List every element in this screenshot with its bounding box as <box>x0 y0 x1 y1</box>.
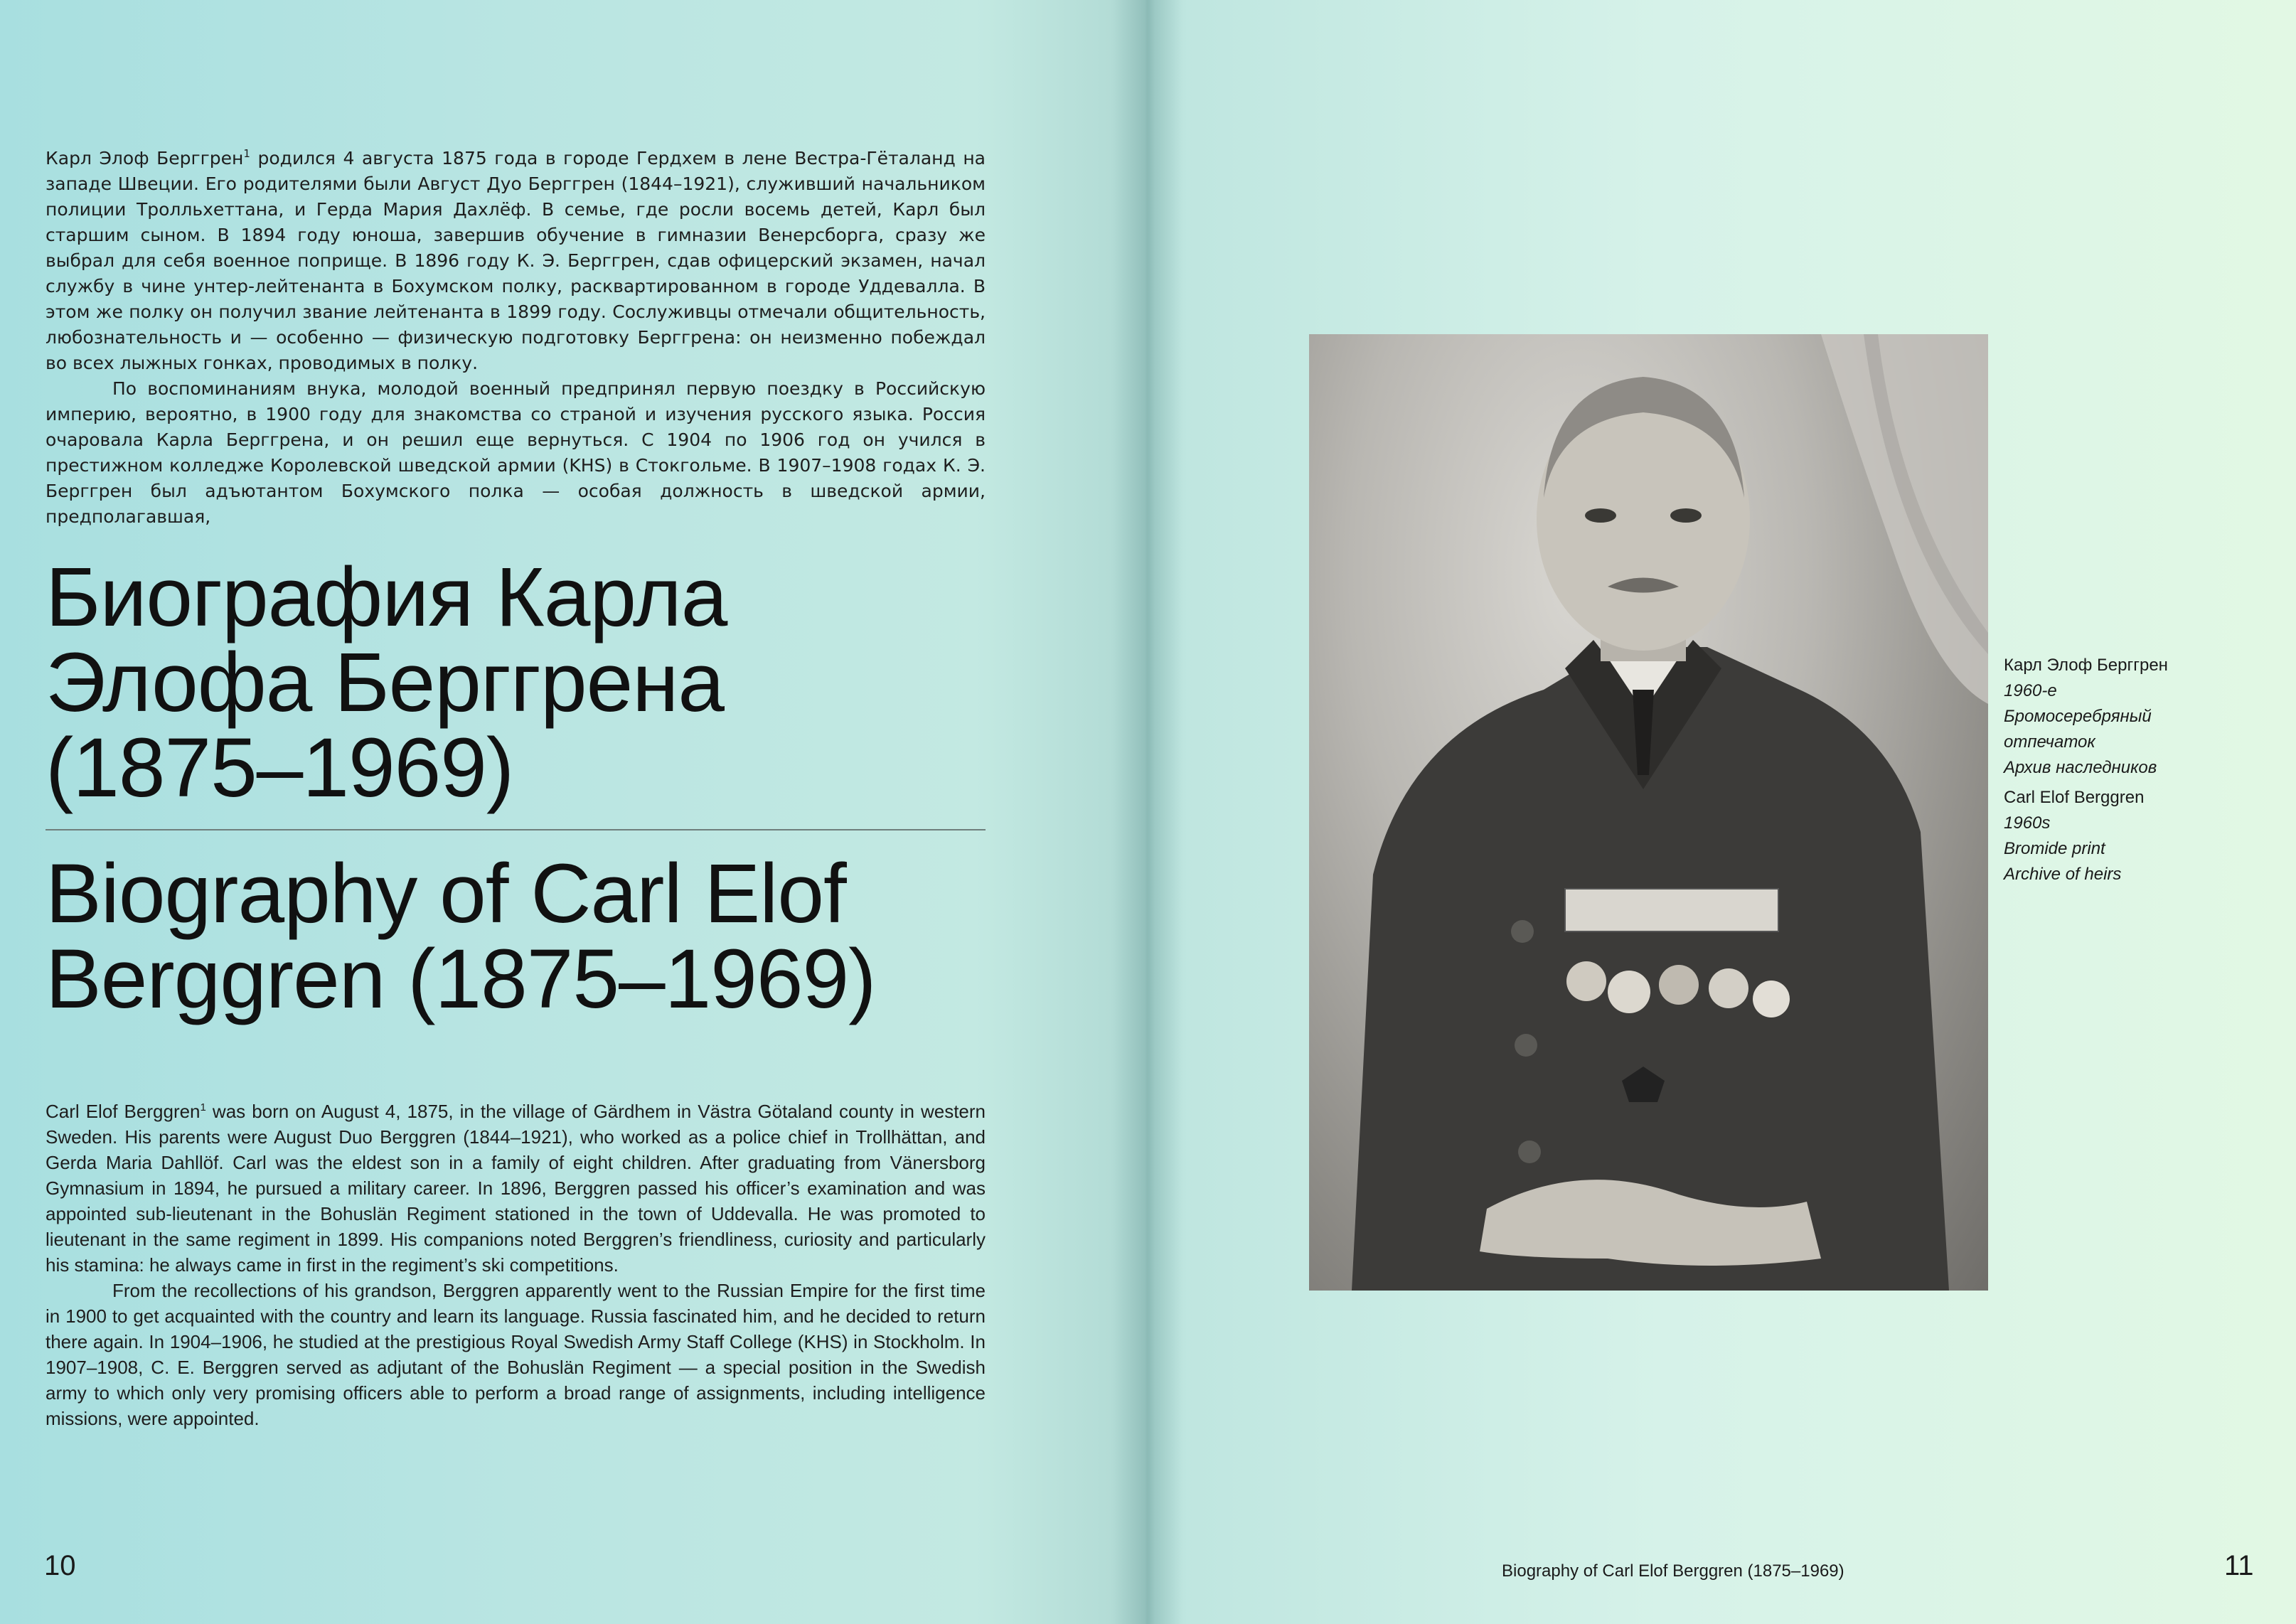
caption-en-name: Carl Elof Berggren <box>2004 788 2145 807</box>
russian-p1-rest: родился 4 августа 1875 года в городе Гердхем в лене Вестра-Гёталанд на западе Швеции. Его родителями были Август Дуо Берггрен (1844–1921), служивший начальником полиции Тролльхеттана, и Герда Мария Дахлёф. В семье, где росли восемь детей, Карл был старшим сыном. В 1894 году юноша, завершив обучение в гимназии Венерсборга, сразу же выбрал для себя военное поприще. В 1896 году К. Э. Берггрен, сдав офицерский экзамен, начал службу в чине унтер-лейтенанта в Бохумском полку, расквартированном в городе Уддевалла. В этом же полку он получил звание лейтенанта в 1899 году. Сослуживцы отмечали общительность, любознательность и — особенно — физическую подготовку Берггрена: он неизменно побеждал во всех лыжных гонках, проводимых в полку. <box>46 148 986 373</box>
russian-paragraph-2: По воспоминаниям внука, молодой военный предпринял первую поездку в Российскую империю, вероятно, в 1900 году для знакомства со страной и изучения русского языка. Россия очаровала Карла Берггрена, и он решил еще вернуться. С 1904 по 1906 год он учился в престижном колледже Королевской шведской армии (KHS) в Стокгольме. В 1907–1908 годах К. Э. Берггрен был адъютантом Бохумского полка — особая должность в шведской армии, предполагавшая, <box>46 378 986 527</box>
caption-ru-technique-2: отпечаток <box>2004 732 2095 752</box>
caption-ru-source: Архив наследников <box>2004 758 2157 777</box>
caption-ru-date: 1960-е <box>2004 681 2057 700</box>
title-english <box>46 847 991 1026</box>
caption-ru-name: Карл Элоф Берггрен <box>2004 656 2168 675</box>
title-en-line-2: Berggren (1875–1969) <box>46 932 876 1026</box>
russian-p1-start: Карл Элоф Берггрен <box>46 148 244 169</box>
title-ru-line-3: (1875–1969) <box>46 721 514 815</box>
portrait-photograph <box>1309 334 1988 1291</box>
english-paragraph-2: From the recollections of his grandson, Berggren apparently went to the Russian Empire for the first time in 1900 to get acquainted with the country and learn its language. Russia fascinated him, and he decided to return there again. In 1904–1906, he studied at the prestigious Royal Swedish Army Staff College (KHS) in Stockholm. In 1907–1908, C. E. Berggren served as adjutant of the Bohuslän Regiment — a special position in the Swedish army to which only very promising officers able to perform a broad range of assignments, including intelligence missions, were appointed. <box>46 1280 986 1429</box>
spine-shadow <box>1109 0 1187 1624</box>
english-paragraph-1 <box>46 1099 986 1278</box>
footnote-marker: 1 <box>200 1101 206 1113</box>
caption-russian <box>2004 653 2168 781</box>
page-number-left: 10 <box>44 1550 76 1581</box>
title-divider <box>46 829 986 830</box>
title-russian <box>46 550 991 815</box>
title-en-line-1: Biography of Carl Elof <box>46 847 846 941</box>
caption-english <box>2004 785 2144 887</box>
english-body-text <box>46 1099 986 1431</box>
page-number-right: 11 <box>2224 1550 2254 1581</box>
russian-body-text <box>46 146 986 530</box>
english-p1-start: Carl Elof Berggren <box>46 1101 201 1122</box>
caption-en-technique: Bromide print <box>2004 839 2105 858</box>
russian-paragraph-1 <box>46 146 986 376</box>
caption-en-source: Archive of heirs <box>2004 865 2122 884</box>
title-ru-line-1: Биография Карла <box>46 550 727 644</box>
portrait-illustration <box>1309 334 1988 1291</box>
caption-ru-technique-1: Бромосеребряный <box>2004 707 2152 726</box>
running-head: Biography of Carl Elof Berggren (1875–1969) <box>1502 1561 1844 1581</box>
title-ru-line-2: Элофа Берггрена <box>46 636 725 730</box>
footnote-marker: 1 <box>243 147 250 160</box>
caption-en-date: 1960s <box>2004 813 2051 833</box>
english-p1-rest: was born on August 4, 1875, in the village of Gärdhem in Västra Götaland county in western Sweden. His parents were August Duo Berggren (1844–1921), who worked as a police chief in Trollhättan, and Gerda Maria Dahllöf. Carl was the eldest son in a family of eight children. After graduating from Vänersborg Gymnasium in 1894, he pursued a military career. In 1896, Berggren passed his officer’s examination and was appointed sub-lieutenant in the Bohuslän Regiment stationed in the town of Uddevalla. He was promoted to lieutenant in the same regiment in 1899. His companions noted Berggren’s friendliness, curiosity and particularly his stamina: he always came in first in the regiment’s ski competitions. <box>46 1101 986 1276</box>
